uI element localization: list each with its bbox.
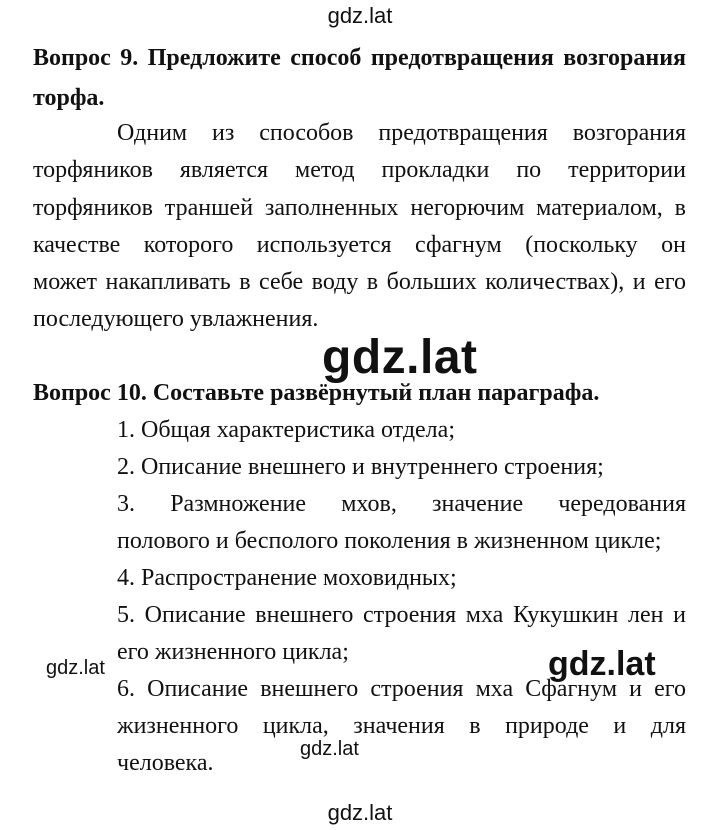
watermark-top: gdz.lat [327, 3, 393, 28]
q9-answer-line: последующего увлажнения. [33, 306, 319, 332]
q9-answer-line-4-wrap [33, 230, 686, 260]
q10-item: 3. Размножение мхов, значение чередования [117, 491, 686, 517]
q9-answer-line: качестве которого используется сфагнум (поскольку он [33, 232, 686, 258]
q9-title-line-2: торфа. [33, 85, 105, 111]
q9-answer-line: торфяников траншей заполненных негорючим материалом, в [33, 195, 686, 221]
q10-item: полового и бесполого поколения в жизненном цикле; [117, 528, 662, 554]
q10-item-9-wrap [117, 711, 686, 741]
q10-item: 5. Описание внешнего строения мха Кукушкин лен и [117, 602, 686, 628]
q10-item: его жизненного цикла; [117, 639, 349, 665]
q10-title: Вопрос 10. Составьте развёрнутый план параграфа. [33, 380, 600, 406]
q9-title [33, 43, 686, 73]
q10-item: 6. Описание внешнего строения мха Сфагнум и его [117, 676, 686, 702]
q10-item-8-wrap [117, 674, 686, 704]
q9-answer-line: может накапливать в себе воду в больших количествах), и его [33, 269, 686, 295]
watermark-bottom: gdz.lat [327, 800, 393, 825]
q9-answer-line-1-wrap [117, 118, 686, 148]
q10-item: 2. Описание внешнего и внутреннего строения; [117, 454, 604, 480]
q9-title-line-1: Вопрос 9. Предложите способ предотвращения возгорания [33, 45, 686, 71]
q9-answer-line-5-wrap [33, 267, 686, 297]
watermark-large: gdz.lat [322, 331, 478, 384]
watermark-middle: gdz.lat [300, 738, 359, 760]
q10-item: 4. Распространение моховидных; [117, 565, 457, 591]
q9-answer-line-2-wrap [33, 155, 686, 185]
q9-answer-line-3-wrap [33, 193, 686, 223]
q10-item: человека. [117, 750, 214, 776]
q10-item-3-wrap [117, 489, 686, 519]
q10-item: 1. Общая характеристика отдела; [117, 417, 455, 443]
watermark-right: gdz.lat [548, 645, 656, 683]
watermark-left: gdz.lat [46, 657, 105, 679]
q9-answer-line: торфяников является метод прокладки по территории [33, 157, 686, 183]
q10-item: жизненного цикла, значения в природе и для [117, 713, 686, 739]
q9-answer-line: Одним из способов предотвращения возгорания [117, 120, 686, 146]
q10-item-6-wrap [117, 600, 686, 630]
